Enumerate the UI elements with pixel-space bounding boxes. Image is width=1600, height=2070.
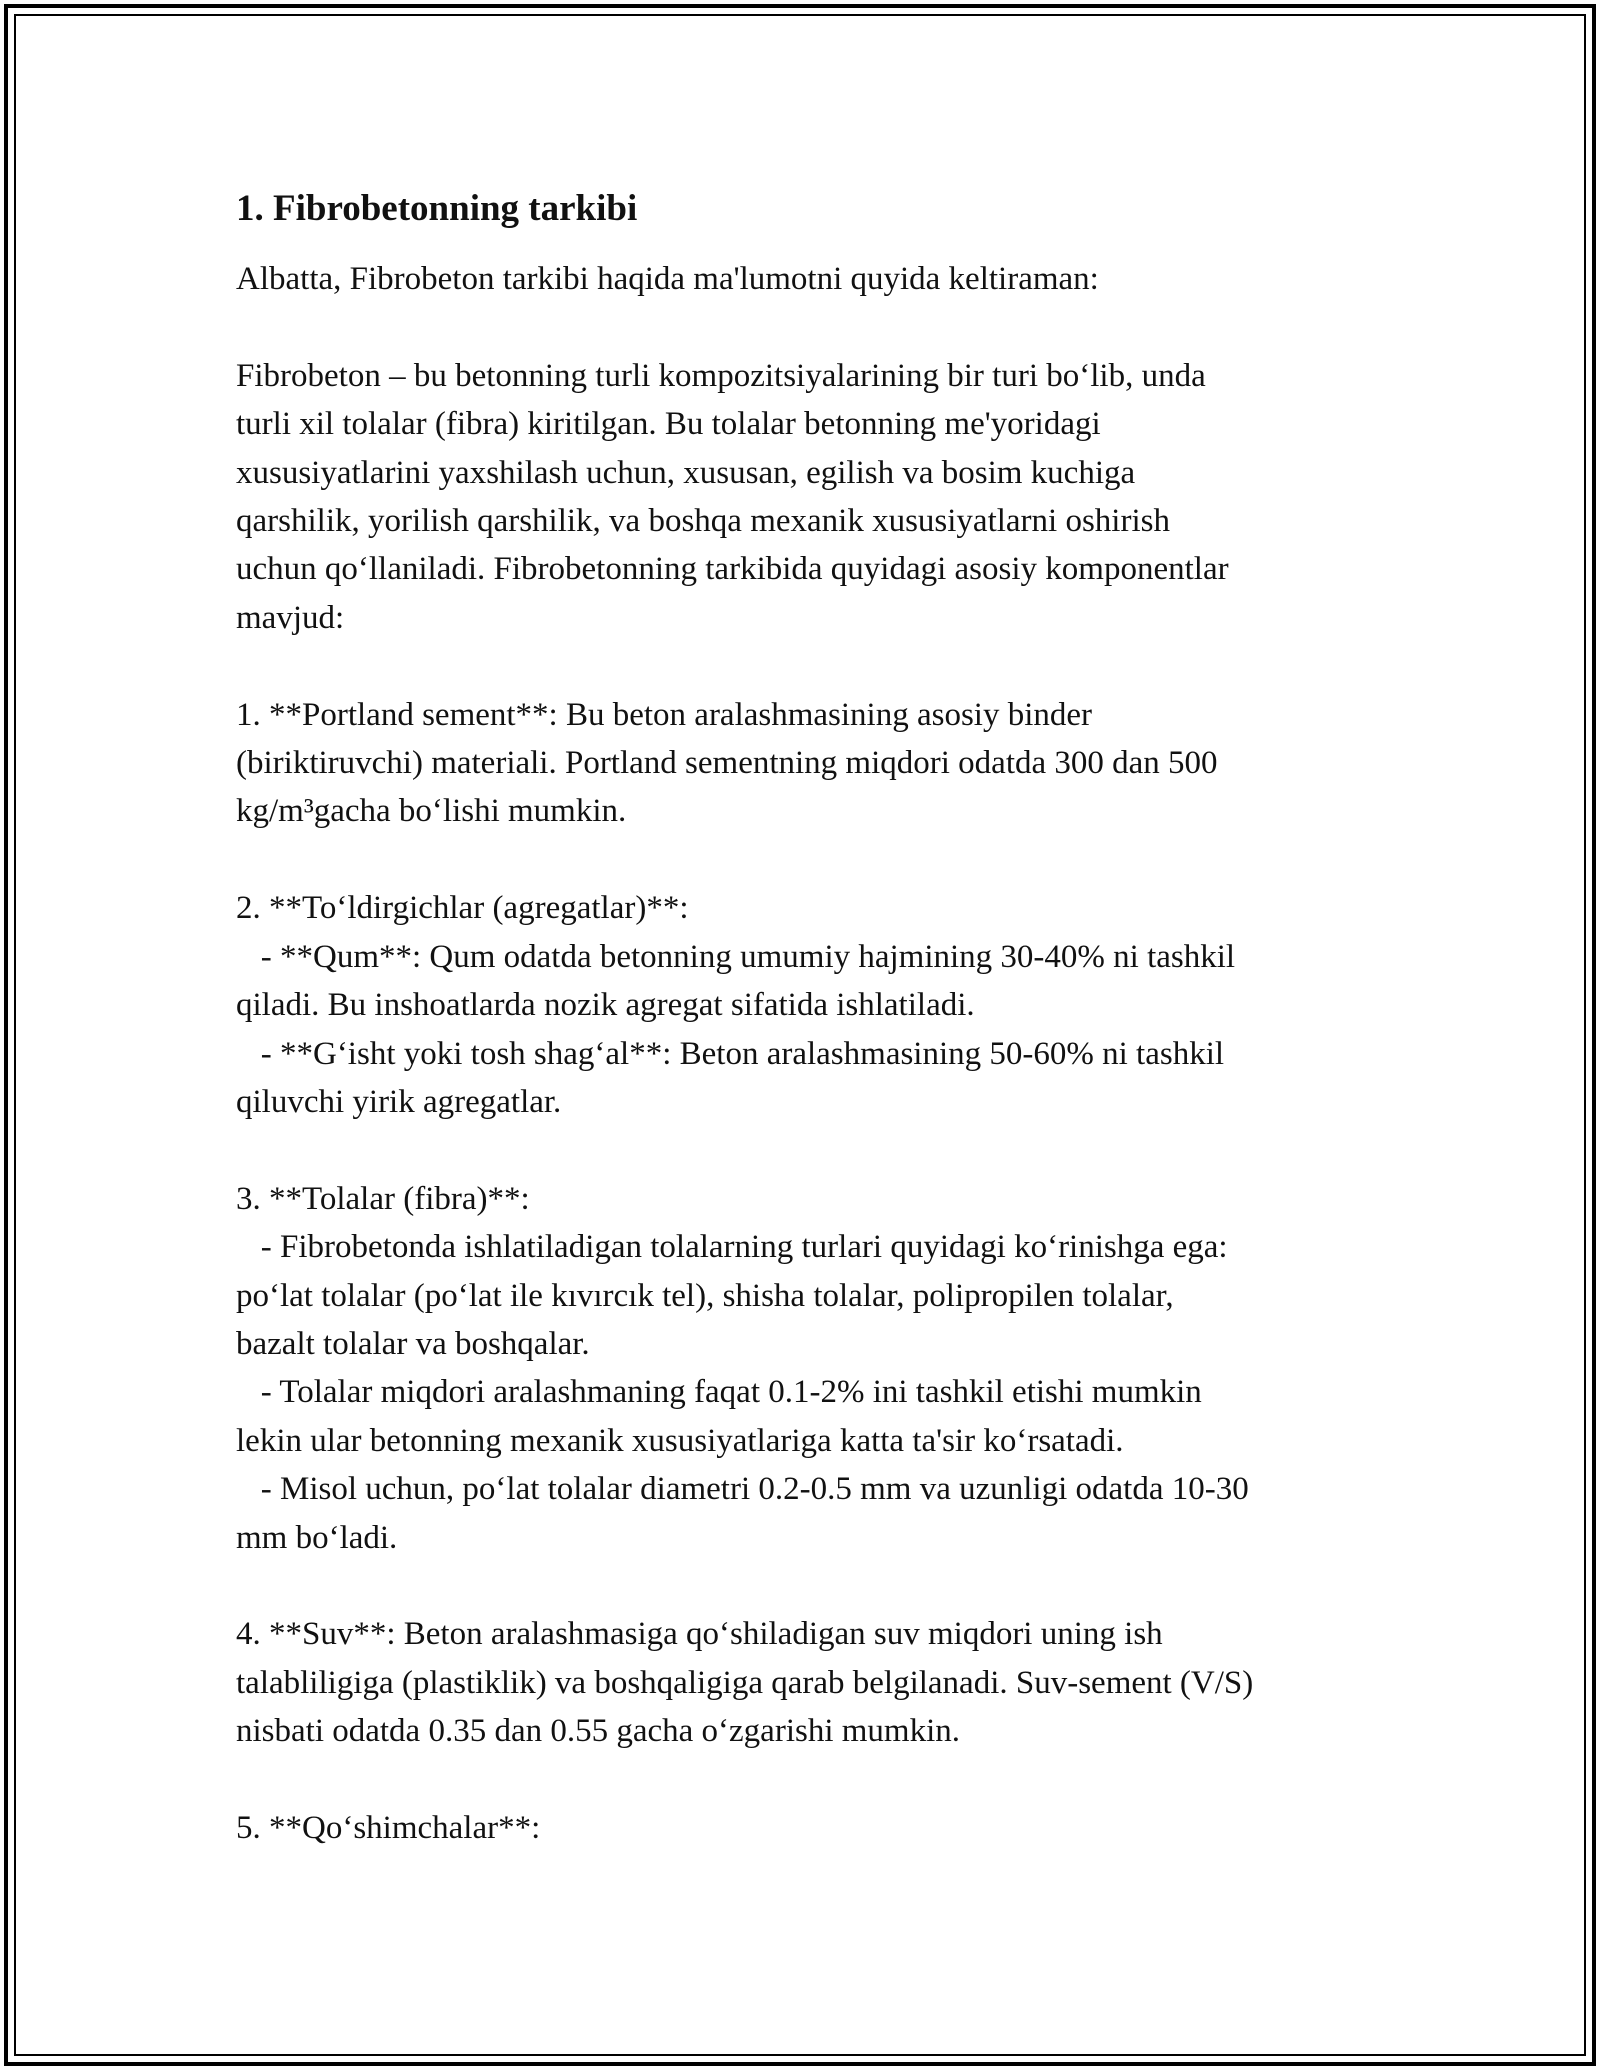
document-body-text: Albatta, Fibrobeton tarkibi haqida ma'lumotni quyida keltiraman: Fibrobeton – bu betonning turli kompozitsiyalarining bir turi bo‘lib, unda turli xil tolalar (fibra) kiritilgan. Bu tolalar betonning me'yoridagi xususiyatlarini yaxshilash uchun, xususan, egilish va bosim kuchiga qarshilik, yorilish qarshilik, va boshqa mexanik xususiyatlarni oshirish uchun qo‘llaniladi. Fibrobetonning tarkibida quyidagi asosiy komponentlar mavjud: 1. **Portland sement**: Bu beton aralashmasining asosiy binder (biriktiruvchi) materiali. Portland sementning miqdori odatda 300 dan 500 kg/m³gacha bo‘lishi mumkin. 2. **To‘ldirgichlar (agregatlar)**: - **Qum**: Qum odatda betonning umumiy hajmining 30-40% ni tashkil qiladi. Bu inshoatlarda nozik agregat sifatida ishlatiladi. - **G‘isht yoki tosh shag‘al**: Beton aralashmasining 50-60% ni tashkil qiluvchi yirik agregatlar. 3. **Tolalar (fibra)**: - Fibrobetonda ishlatiladigan tolalarning turlari quyidagi ko‘rinishga ega: po‘lat tolalar (po‘lat ile kıvırcık tel), shisha tolalar, polipropilen tolalar, bazalt tolalar va boshqalar. - Tolalar miqdori aralashmaning faqat 0.1-2% ini tashkil etishi mumkin lekin ular betonning mexanik xususiyatlariga katta ta'sir ko‘rsatadi. - Misol uchun, po‘lat tolalar diametri 0.2-0.5 mm va uzunligi odatda 10-30 mm bo‘ladi. 4. **Suv**: Beton aralashmasiga qo‘shiladigan suv miqdori uning ish talabliligiga (plastiklik) va boshqaligiga qarab belgilanadi. Suv-sement (V/S) nisbati odatda 0.35 dan 0.55 gacha o‘zgarishi mumkin. 5. **Qo‘shimchalar**: [236, 261, 1254, 1846]
document-title: 1. Fibrobetonning tarkibi [236, 188, 638, 229]
document-content [236, 185, 1376, 1852]
